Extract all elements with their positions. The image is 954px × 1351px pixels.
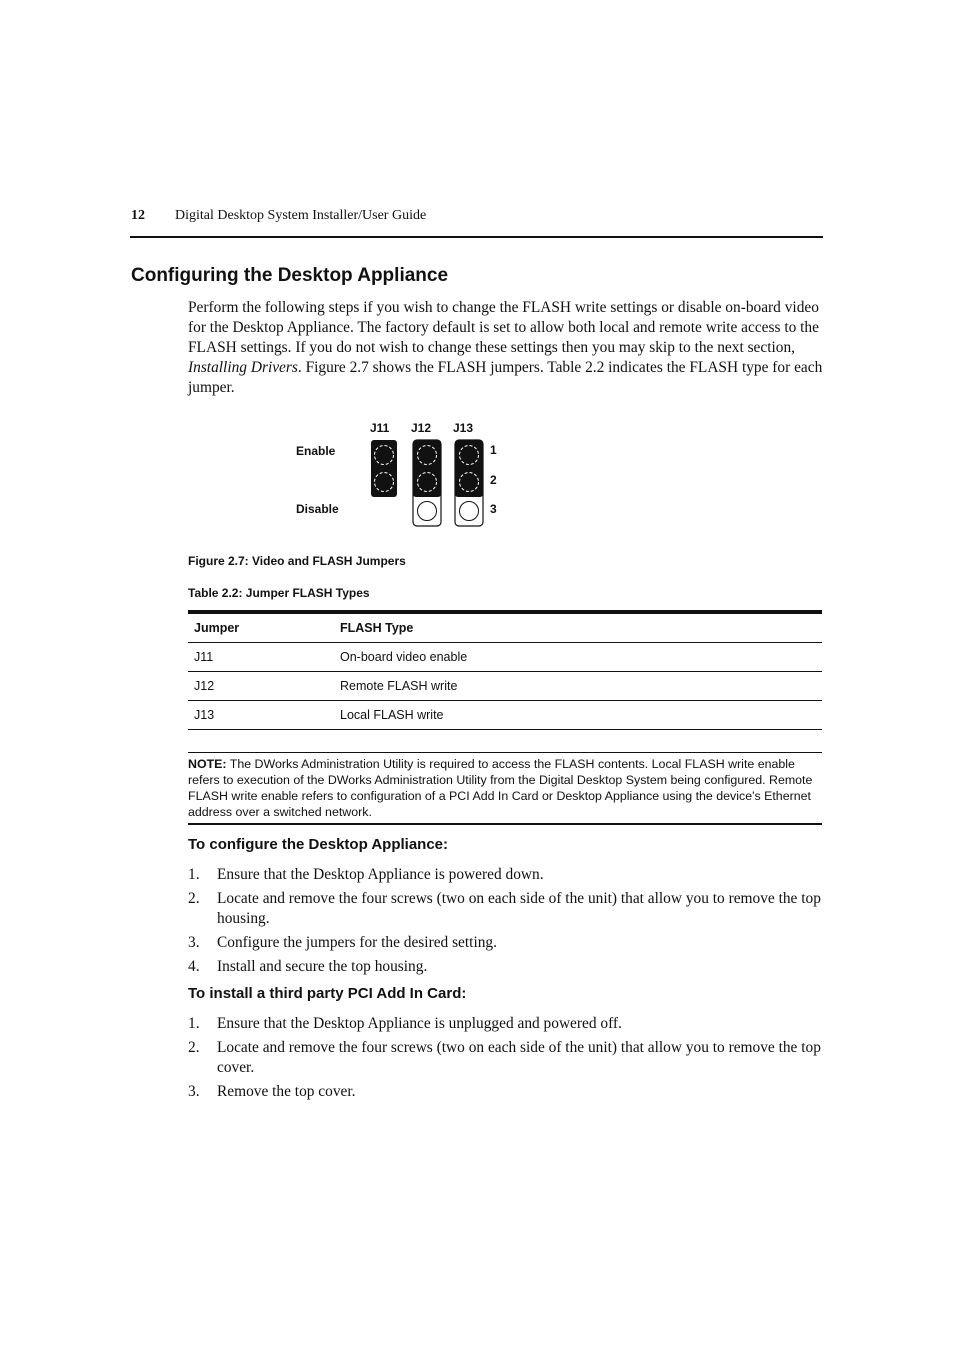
table-header-row	[188, 614, 822, 643]
jumper-figure	[280, 415, 520, 535]
cell-flash-type: Remote FLASH write	[334, 672, 822, 701]
step-number: 4.	[188, 957, 200, 975]
configure-steps-list	[188, 865, 824, 981]
list-item	[188, 933, 824, 953]
intro-paragraph	[188, 298, 824, 398]
label-disable: Disable	[296, 502, 339, 516]
list-item	[188, 1038, 824, 1077]
list-item	[188, 1014, 824, 1034]
label-j11: J11	[370, 421, 390, 435]
list-item	[188, 957, 824, 977]
running-title: Digital Desktop System Installer/User Guide	[175, 208, 427, 223]
label-pin-2: 2	[490, 473, 497, 487]
step-text: Locate and remove the four screws (two on each side of the unit) that allow you to remove the top cover.	[217, 1039, 821, 1076]
list-item	[188, 1082, 824, 1102]
step-number: 1.	[188, 866, 200, 883]
intro-text-part1: Perform the following steps if you wish to change the FLASH write settings or disable on-board video for the Desktop Appliance. The factory default is set to allow both local and remote write access to the FLASH settings. If you do not wish to change these settings then you may skip to the next section,	[188, 299, 819, 356]
table-row	[188, 672, 822, 701]
install-steps-list	[188, 1014, 824, 1106]
list-item	[188, 865, 824, 885]
column-header-jumper: Jumper	[188, 614, 334, 643]
configure-heading: To configure the Desktop Appliance:	[188, 836, 449, 853]
list-item	[188, 889, 824, 928]
step-number: 2.	[188, 1039, 200, 1056]
installing-drivers-reference: Installing Drivers	[188, 359, 298, 376]
step-number: 2.	[188, 890, 200, 907]
jumper-j12-shunt	[413, 440, 441, 497]
table-row	[188, 701, 822, 730]
label-pin-3: 3	[490, 502, 497, 516]
figure-caption: Figure 2.7: Video and FLASH Jumpers	[188, 554, 406, 568]
column-header-flash-type: FLASH Type	[334, 614, 822, 643]
jumper-j12-pin3	[418, 502, 437, 521]
step-text: Install and secure the top housing.	[217, 957, 428, 975]
label-pin-1: 1	[490, 443, 497, 457]
jumper-j13	[455, 440, 483, 526]
page-number: 12	[131, 208, 145, 223]
intro-text-part2: . Figure 2.7 shows the FLASH jumpers. Table 2.2 indicates the FLASH type for each jumper.	[188, 359, 823, 396]
jumper-j11-shunt	[371, 440, 397, 497]
step-number: 3.	[188, 1082, 200, 1100]
step-text: Remove the top cover.	[217, 1082, 356, 1100]
jumper-j12	[413, 440, 441, 526]
jumper-j11	[371, 440, 397, 497]
step-text: Ensure that the Desktop Appliance is powered down.	[217, 866, 544, 883]
step-number: 1.	[188, 1015, 200, 1032]
jumper-j13-pin3	[460, 502, 479, 521]
cell-jumper: J12	[188, 672, 334, 701]
step-number: 3.	[188, 933, 200, 951]
section-heading: Configuring the Desktop Appliance	[131, 265, 449, 286]
jumper-table	[188, 614, 822, 730]
table-caption: Table 2.2: Jumper FLASH Types	[188, 586, 370, 600]
label-j12: J12	[411, 421, 432, 435]
label-j13: J13	[453, 421, 474, 435]
cell-jumper: J11	[188, 643, 334, 672]
cell-jumper: J13	[188, 701, 334, 730]
step-text: Configure the jumpers for the desired setting.	[217, 933, 497, 951]
step-text: Locate and remove the four screws (two on each side of the unit) that allow you to remove the top housing.	[217, 890, 821, 927]
cell-flash-type: Local FLASH write	[334, 701, 822, 730]
install-heading: To install a third party PCI Add In Card:	[188, 985, 467, 1002]
note-box	[188, 752, 822, 825]
table-row	[188, 643, 822, 672]
label-enable: Enable	[296, 444, 336, 458]
note-label: NOTE:	[188, 757, 227, 771]
cell-flash-type: On-board video enable	[334, 643, 822, 672]
step-text: Ensure that the Desktop Appliance is unplugged and powered off.	[217, 1015, 622, 1032]
jumper-diagram	[280, 415, 520, 535]
jumper-j13-shunt	[455, 440, 483, 497]
note-text: The DWorks Administration Utility is required to access the FLASH contents. Local FLASH write enable refers to execution of the DWorks Administration Utility from the Digital Desktop System being configured. Remote FLASH write enable refers to configuration of a PCI Add In Card or Desktop Appliance using the device's Ethernet address over a switched network.	[188, 757, 813, 819]
header-rule	[130, 236, 823, 238]
